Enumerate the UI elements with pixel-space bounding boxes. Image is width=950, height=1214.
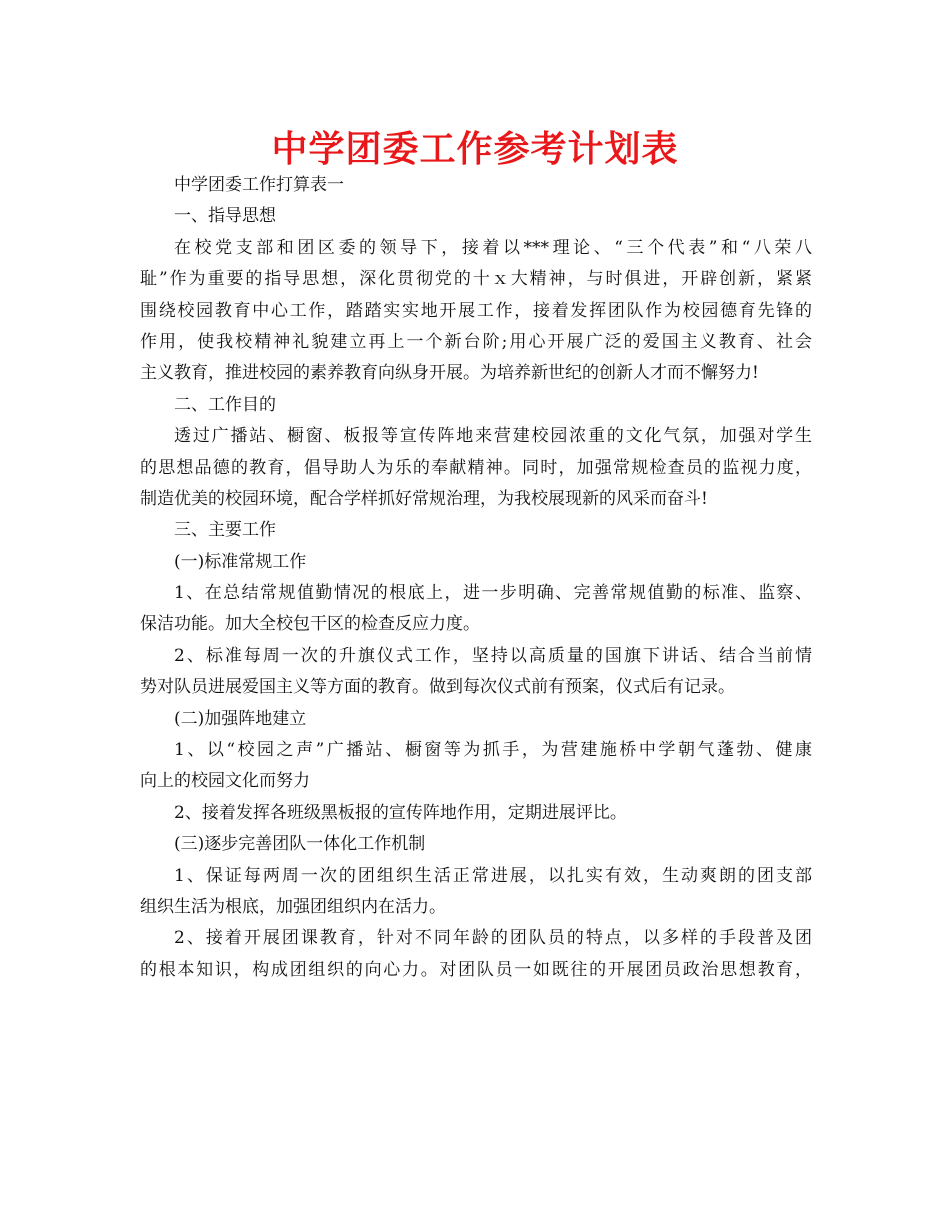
paragraph-line: 保洁功能。加大全校包干区的检查反应力度。 xyxy=(140,614,480,635)
section-heading: 二、工作目的 xyxy=(174,394,276,415)
paragraph-line: 的根本知识，构成团组织的向心力。对团队员一如既往的开展团员政治思想教育， xyxy=(140,959,812,980)
subtitle-line: 中学团委工作打算表一 xyxy=(174,175,344,195)
document-body xyxy=(140,170,812,986)
paragraph-line: 1、保证每两周一次的团组织生活正常进展，以扎实有效，生动爽朗的团支部 xyxy=(174,865,812,886)
paragraph-line: 围绕校园教育中心工作，踏踏实实地开展工作，接着发挥团队作为校园德育先锋的 xyxy=(140,300,812,321)
paragraph-line: 制造优美的校园环境，配合学样抓好常规治理，为我校展现新的风采而奋斗! xyxy=(140,488,708,509)
subsection-heading: (一)标准常规工作 xyxy=(174,551,307,572)
section-heading: 三、主要工作 xyxy=(174,520,276,541)
paragraph-line: 透过广播站、橱窗、板报等宣传阵地来营建校园浓重的文化气氛，加强对学生 xyxy=(174,426,812,447)
paragraph-line: 的思想品德的教育，倡导助人为乐的奉献精神。同时，加强常规检查员的监视力度， xyxy=(140,457,812,478)
paragraph-line: 势对队员进展爱国主义等方面的教育。做到每次仪式前有预案，仪式后有记录。 xyxy=(140,677,735,698)
paragraph-line: 主义教育，推进校园的素养教育向纵身开展。为培养新世纪的创新人才而不懈努力! xyxy=(140,363,759,384)
section-heading: 一、指导思想 xyxy=(174,206,276,227)
paragraph-line: 在校党支部和团区委的领导下，接着以***理论、“三个代表”和“八荣八 xyxy=(174,237,812,258)
paragraph-line: 耻”作为重要的指导思想，深化贯彻党的十ｘ大精神，与时俱进，开辟创新，紧紧 xyxy=(140,269,812,290)
subsection-heading: (二)加强阵地建立 xyxy=(174,708,307,729)
subsection-heading: (三)逐步完善团队一体化工作机制 xyxy=(174,834,426,855)
paragraph-line: 2、接着开展团课教育，针对不同年龄的团队员的特点，以多样的手段普及团 xyxy=(174,928,812,949)
paragraph-line: 组织生活为根底，加强团组织内在活力。 xyxy=(140,896,446,917)
paragraph-line: 2、接着发挥各班级黑板报的宣传阵地作用，定期进展评比。 xyxy=(174,802,627,823)
paragraph-line: 1、以“校园之声”广播站、橱窗等为抓手，为营建施桥中学朝气蓬勃、健康 xyxy=(174,740,812,761)
paragraph-line: 2、标准每周一次的升旗仪式工作，坚持以高质量的国旗下讲话、结合当前情 xyxy=(174,645,812,666)
paragraph-line: 作用，使我校精神礼貌建立再上一个新台阶;用心开展广泛的爱国主义教育、社会 xyxy=(140,331,812,352)
document-title: 中学团委工作参考计划表 xyxy=(271,129,679,170)
paragraph-line: 向上的校园文化而努力 xyxy=(140,771,310,792)
paragraph-line: 1、在总结常规值勤情况的根底上，进一步明确、完善常规值勤的标准、监察、 xyxy=(174,583,812,604)
